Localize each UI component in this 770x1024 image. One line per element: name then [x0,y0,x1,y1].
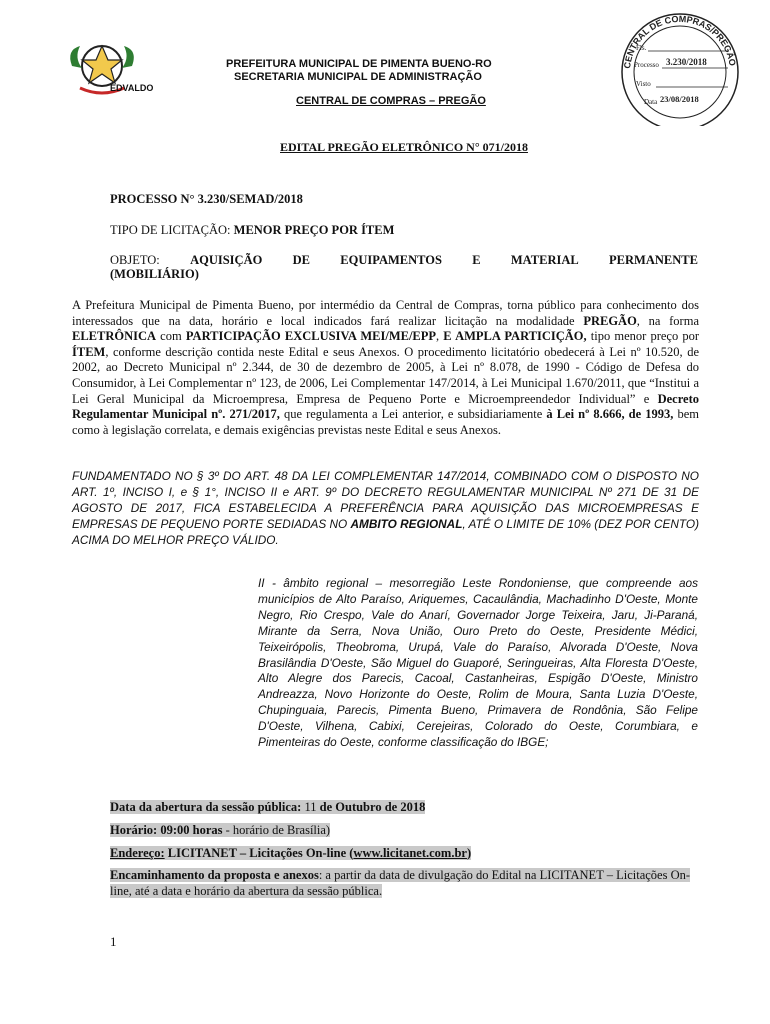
encaminhamento-label: Encaminhamento da proposta e anexos [110,868,319,882]
paragraph-text: , na forma [636,313,699,328]
header-central-compras: CENTRAL DE COMPRAS – PREGÃO [296,95,486,107]
paragraph-text: bem como à legislação correlata, e demais exigências previstas neste Edital e seus Anexos. [72,407,700,437]
objeto-word: DE [292,253,310,267]
objeto-word: E [472,253,481,267]
tipo-licitacao [110,223,394,238]
objeto-block [110,253,698,281]
abertura-day: 11 [301,800,317,814]
stamp-visto-label: Visto [636,80,651,88]
endereco-label: Endereço: [110,846,165,860]
paragraph-bold: Decreto Regulamentar Municipal nº. 271/2017, [72,391,699,422]
fundamentado-text: , ATÉ O LIMITE DE 10% (DEZ POR CENTO) ACIMA DO MELHOR PREÇO VÁLIDO. [72,517,699,547]
document-header [226,58,556,84]
paragraph-bold: E AMPLA PARTICIÇÃO, [443,329,587,344]
paragraph-text: tipo menor preço por [586,329,699,344]
endereco-line [110,845,471,861]
protocol-stamp [616,6,742,126]
objeto-word: MATERIAL [510,253,579,267]
processo-number: PROCESSO N° 3.230/SEMAD/2018 [110,192,303,206]
paragraph-text: , conforme descrição contida neste Edital e seus Anexos. O procedimento licitatório obedecerá à Lei nº 10.520, de 2002, ao Decreto Municipal nº 2.344, de 30 de dezembro de 2005, à Lei nº 8.078, de 1990 - Código de Defesa do Consumidor, à Lei Complementar nº 123, de 2006, Lei Complementar 147/2014, à Lei Municipal 1.670/2011, que “Institui a Lei Geral Municipal da Microempresa, Empresa de Pequeno Porte e Microempreendedor Individual” e [72,344,699,406]
paragraph-text: com [156,329,186,344]
fundamentado-bold: AMBITO REGIONAL [350,517,463,531]
endereco-value: LICITANET – Licitações On-line ( [164,846,354,860]
paragraph-bold: ELETRÔNICA [72,329,157,344]
objeto-line2: (MOBILIÁRIO) [110,267,199,281]
stamp-data-value: 23/08/2018 [660,94,699,104]
tipo-value: MENOR PREÇO POR ÍTEM [233,223,395,237]
logo-caption: EDVALDO [110,83,154,93]
fundamentado-paragraph [72,468,699,548]
paragraph-text: , [436,329,444,344]
fundamentado-text: FUNDAMENTADO NO § 3º DO ART. 48 DA LEI COMPLEMENTAR 147/2014, COMBINADO COM O DISPOSTO NO ART. 1º, INCISO I, e § 1°, INCISO II e ART. 9º DO DECRETO REGULAMENTAR MUNICIPAL Nº 271 DE 31 DE AGOSTO DE 2017, FICA ESTABELECIDA A PREFERÊNCIA PARA AQUISIÇÃO DAS MICROEMPRESAS E EMPRESAS DE PEQUENO PORTE SEDIADAS NO [72,469,699,531]
ambito-regional-quote: II - âmbito regional – mesorregião Leste Rondoniense, que compreende aos municípios de Alto Paraíso, Ariquemes, Cacaulândia, Machadinho D'Oeste, Monte Negro, Rio Crespo, Vale do Anarí, Governador Jorge Teixeira, Jaru, Ji-Paraná, Mirante da Serra, Nova União, Ouro Preto do Oeste, Presidente Médici, Teixeirópolis, Theobroma, Urupá, Vale do Paraíso, Alvorada D'Oeste, Nova Brasilândia D'Oeste, São Miguel do Guaporé, Seringueiras, Alta Floresta D'Oeste, Alto Alegre dos Parecis, Cacoal, Castanheiras, Espigão D'Oeste, Ministro Andreazza, Novo Horizonte do Oeste, Rolim de Moura, Santa Luzia D'Oeste, Chupinguaia, Parecis, Pimenta Bueno, Primavera de Rondônia, São Felipe D'Oeste, Vilhena, Cabixi, Cerejeiras, Colorado do Oeste, Corumbiara, e Pimenteiras do Oeste, conforme classificação do IBGE; [258,576,698,750]
objeto-label: OBJETO: [110,253,160,267]
licitanet-link[interactable]: www.licitanet.com.br [353,846,467,860]
paragraph-bold: ÍTEM [72,344,106,359]
header-secretaria: SECRETARIA MUNICIPAL DE ADMINISTRAÇÃO [234,71,482,83]
header-prefeitura: PREFEITURA MUNICIPAL DE PIMENTA BUENO-RO [226,58,492,70]
paragraph-bold: à Lei nº 8.666, de 1993, [546,407,674,422]
abertura-label: Data da abertura da sessão pública: [110,800,302,814]
paragraph-text: que regulamenta a Lei anterior, e subsidiariamente [279,407,547,422]
stamp-processo-label: Processo [634,61,659,69]
encaminhamento-line [110,867,700,899]
tipo-label: TIPO DE LICITAÇÃO: [110,223,234,237]
endereco-close: ) [466,846,472,860]
objeto-word: AQUISIÇÃO [190,253,263,267]
paragraph-bold: PARTICIPAÇÃO EXCLUSIVA MEI/ME/EPP [185,329,437,344]
stamp-processo-value: 3.230/2018 [666,57,707,67]
encaminhamento-text: : a partir da data de divulgação do Edital na LICITANET – Licitações On-line, até a data e horário da abertura da sessão pública. [110,868,691,898]
page-number: 1 [110,934,117,949]
horario-line [110,822,330,838]
stamp-data-label: Data [644,98,658,106]
objeto-word: EQUIPAMENTOS [340,253,442,267]
stamp-ring-text: CENTRAL DE COMPRAS/PREGÃO [622,13,738,70]
paragraph-text: A Prefeitura Municipal de Pimenta Bueno, por intermédio da Central de Compras, torna público para conhecimento dos interessados que na data, horário e local indicados fará realizar licitação na modalidade [72,298,699,328]
edital-title: EDITAL PREGÃO ELETRÔNICO N° 071/2018 [280,140,528,154]
paragraph-bold: PREGÃO [583,313,637,328]
stamp-fls-label: Fls. [636,44,647,52]
abertura-date: de Outubro de 2018 [316,800,426,814]
intro-paragraph [72,298,699,438]
objeto-word: PERMANENTE [609,253,698,267]
horario-label: Horário: 09:00 horas [110,823,223,837]
abertura-line [110,799,425,815]
horario-rest: - horário de Brasília) [222,823,331,837]
